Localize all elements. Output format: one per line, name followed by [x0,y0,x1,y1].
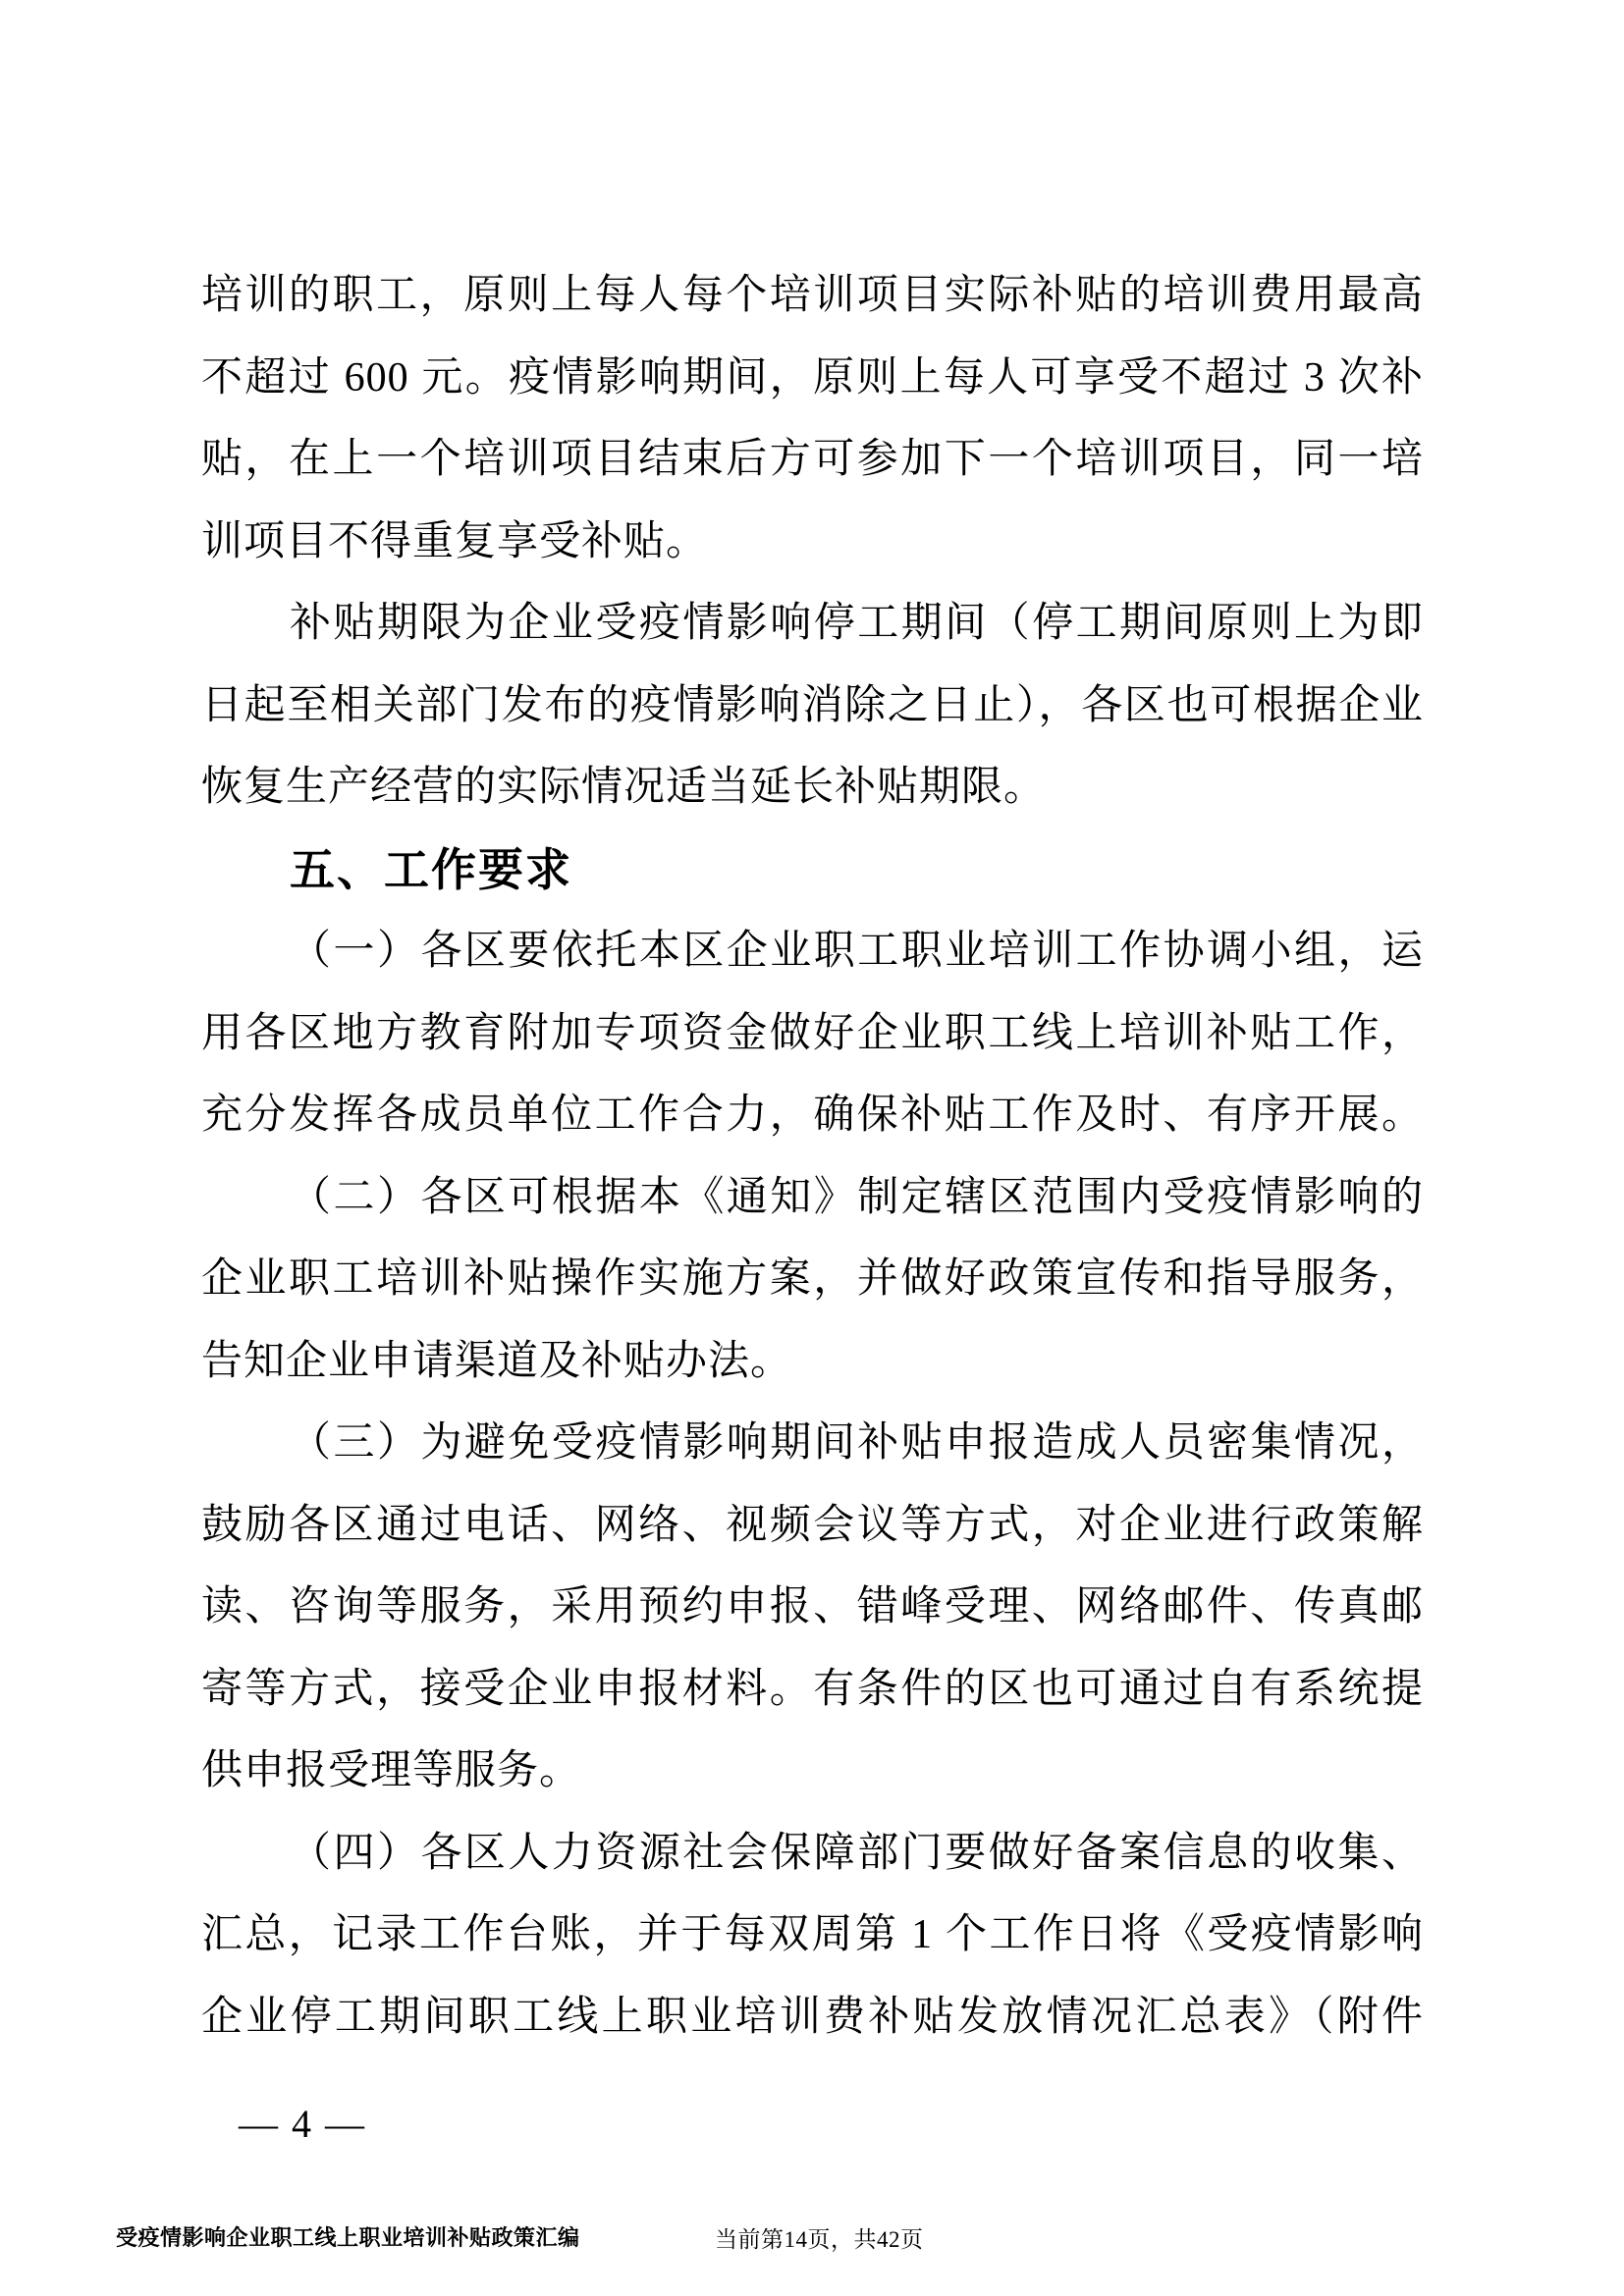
body-line: 不超过 600 元。疫情影响期间，原则上每人可享受不超过 3 次补 [201,354,1424,400]
page-number: — 4 — [239,2102,366,2146]
body-line: 告知企业申请渠道及补贴办法。 [201,1338,793,1384]
body-line: （一）各区要依托本区企业职工职业培训工作协调小组，运 [290,929,1424,974]
body-line: （三）为避免受疫情影响期间补贴申报造成人员密集情况， [290,1420,1424,1466]
section-heading: 五、工作要求 [290,843,572,895]
body-line: （二）各区可根据本《通知》制定辖区范围内受疫情影响的 [290,1174,1424,1220]
body-line: 培训的职工，原则上每人每个培训项目实际补贴的培训费用最高 [201,273,1424,318]
body-line: 寄等方式，接受企业申报材料。有条件的区也可通过自有系统提 [201,1666,1424,1712]
body-line: 企业职工培训补贴操作实施方案，并做好政策宣传和指导服务， [201,1256,1424,1302]
body-line: 训项目不得重复享受补贴。 [201,518,709,564]
body-line: 充分发挥各成员单位工作合力，确保补贴工作及时、有序开展。 [201,1093,1424,1138]
body-line: 供申报受理等服务。 [201,1748,582,1793]
body-line: 补贴期限为企业受疫情影响停工期间（停工期间原则上为即 [290,601,1424,646]
body-line: 贴，在上一个培训项目结束后方可参加下一个培训项目，同一培 [201,437,1424,482]
document-body [201,255,1424,2058]
footer-page-indicator: 当前第14页，共42页 [715,2227,924,2252]
body-line: 恢复生产经营的实际情况适当延长补贴期限。 [201,765,1047,810]
body-line: 企业停工期间职工线上职业培训费补贴发放情况汇总表》（附件 [201,1994,1424,2040]
body-line: 读、咨询等服务，采用预约申报、错峰受理、网络邮件、传真邮 [201,1584,1424,1629]
body-line: 日起至相关部门发布的疫情影响消除之日止），各区也可根据企业 [201,682,1424,728]
footer-compilation-title: 受疫情影响企业职工线上职业培训补贴政策汇编 [116,2225,580,2250]
body-line: 汇总，记录工作台账，并于每双周第 1 个工作日将《受疫情影响 [201,1912,1424,1957]
body-line: （四）各区人力资源社会保障部门要做好备案信息的收集、 [290,1830,1424,1876]
body-line: 用各区地方教育附加专项资金做好企业职工线上培训补贴工作， [201,1010,1424,1056]
body-line: 鼓励各区通过电话、网络、视频会议等方式，对企业进行政策解 [201,1502,1424,1548]
